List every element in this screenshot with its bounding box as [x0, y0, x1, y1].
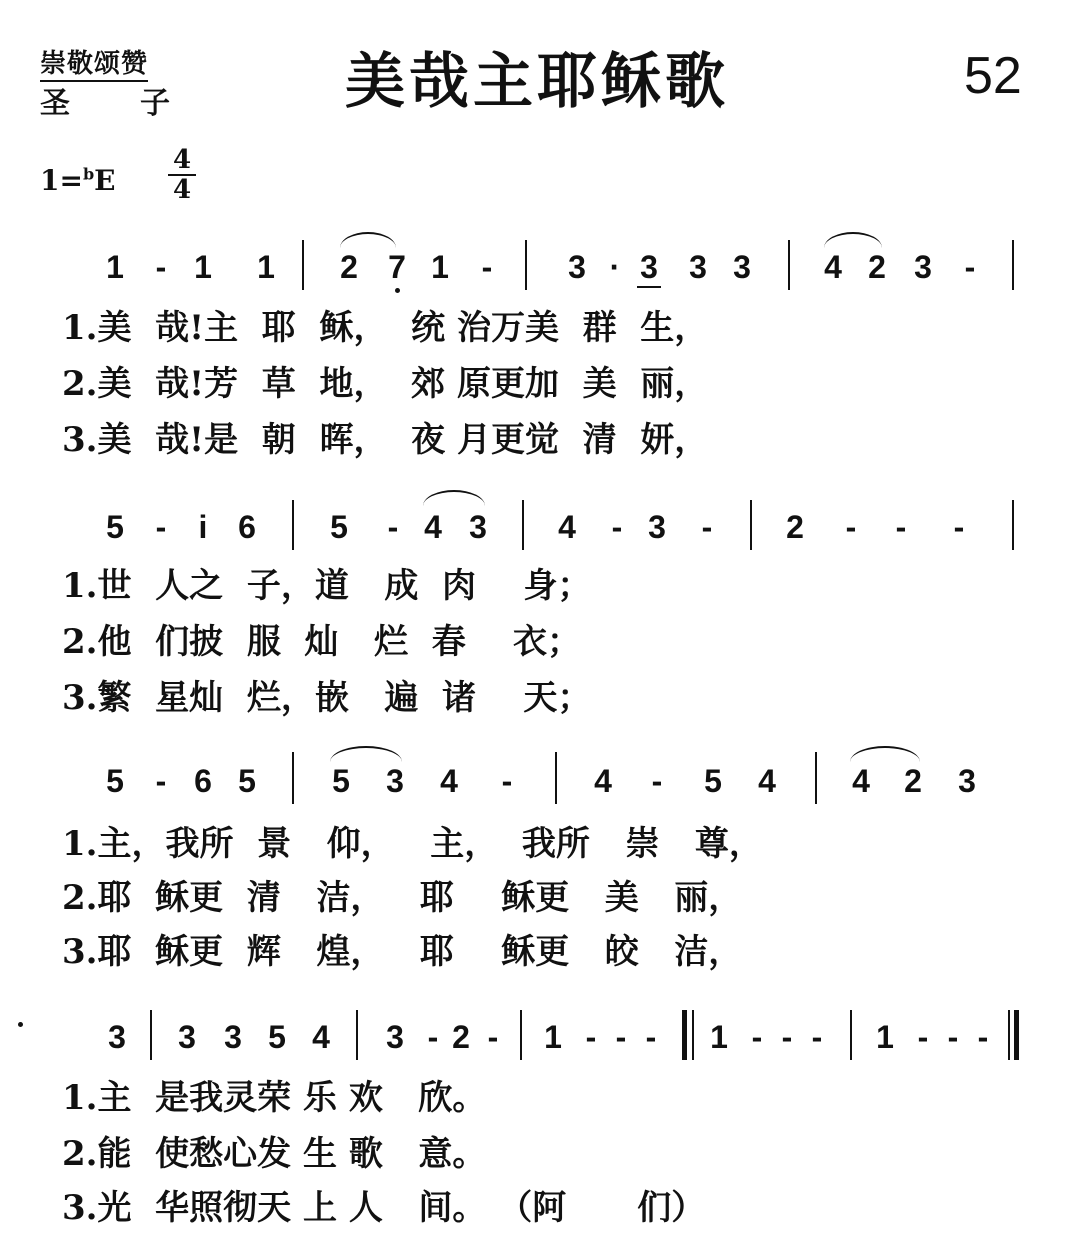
barline: [555, 752, 557, 804]
note: 2: [786, 509, 804, 545]
slur: [850, 746, 920, 762]
note: 4: [594, 763, 612, 799]
slur: [824, 232, 882, 248]
note: 4: [824, 249, 842, 285]
note: -: [481, 249, 493, 285]
note: -: [585, 1019, 597, 1055]
lyric-verse-2: 2.能 使愁心发 生 歌 意。: [62, 1134, 487, 1174]
lyric-verse-1: 1.美 哉!主 耶 稣， 统 治万美 群 生，: [62, 308, 709, 348]
underline: [637, 286, 661, 288]
barline: [522, 500, 524, 550]
barline: [788, 240, 790, 290]
note: 2: [452, 1019, 470, 1055]
time-denominator: 4: [172, 175, 192, 205]
double-barline: [682, 1010, 687, 1060]
barline: [356, 1010, 358, 1060]
note: i: [198, 509, 208, 545]
note: 3: [108, 1019, 126, 1055]
note: -: [845, 509, 857, 545]
note: 7: [388, 249, 406, 285]
note: 1: [431, 249, 449, 285]
note: -: [427, 1019, 439, 1055]
slur: [423, 490, 485, 506]
note: -: [811, 1019, 823, 1055]
note: -: [487, 1019, 499, 1055]
lyric-verse-3: 3.耶 稣更 辉 煌， 耶 稣更 皎 洁，: [62, 932, 743, 972]
note: 1: [544, 1019, 562, 1055]
note: -: [964, 249, 976, 285]
note: 4: [852, 763, 870, 799]
barline: [302, 240, 304, 290]
double-barline: [692, 1010, 694, 1060]
key-signature: 1=$^b$E: [40, 164, 116, 197]
note: -: [611, 509, 623, 545]
note: 4: [758, 763, 776, 799]
lyric-verse-2: 2.美 哉!芳 草 地， 郊 原更加 美 丽，: [62, 364, 709, 404]
note: -: [651, 763, 663, 799]
barline: [815, 752, 817, 804]
stray-mark: [18, 1022, 23, 1027]
note: 1: [106, 249, 124, 285]
composer: 圣子: [40, 86, 240, 121]
barline: [850, 1010, 852, 1060]
note: 6: [238, 509, 256, 545]
note: 3: [689, 249, 707, 285]
barline: [750, 500, 752, 550]
note: 1: [257, 249, 275, 285]
note: 5: [268, 1019, 286, 1055]
note: 6: [194, 763, 212, 799]
lyric-verse-3: 3.光 华照彻天 上 人 间。 （阿 们）: [62, 1188, 706, 1228]
note: -: [917, 1019, 929, 1055]
note: 1: [710, 1019, 728, 1055]
note: -: [977, 1019, 989, 1055]
note: -: [155, 249, 167, 285]
lyric-verse-1: 1.主，我所 景 仰， 主， 我所 崇 尊，: [62, 824, 763, 864]
barline: [525, 240, 527, 290]
hymn-title: 美哉主耶稣歌: [345, 47, 729, 117]
note: 3: [386, 1019, 404, 1055]
note: -: [895, 509, 907, 545]
note: 3: [733, 249, 751, 285]
barline: [520, 1010, 522, 1060]
note: 3: [224, 1019, 242, 1055]
note: -: [387, 509, 399, 545]
lyric-verse-3: 3.繁 星灿 烂，嵌 遍 诸 天；: [62, 678, 592, 718]
note: -: [155, 509, 167, 545]
time-signature: [168, 146, 196, 204]
note: -: [501, 763, 513, 799]
note: 3: [568, 249, 586, 285]
note: 4: [312, 1019, 330, 1055]
note: 3: [914, 249, 932, 285]
time-numerator: 4: [168, 146, 196, 176]
lyric-verse-3: 3.美 哉!是 朝 晖， 夜 月更觉 清 妍，: [62, 420, 709, 460]
lyric-verse-2: 2.耶 稣更 清 洁， 耶 稣更 美 丽，: [62, 878, 743, 918]
lyric-verse-2: 2.他 们披 服 灿 烂 春 衣；: [62, 622, 582, 662]
note: -: [781, 1019, 793, 1055]
note: 3: [386, 763, 404, 799]
note: 1: [194, 249, 212, 285]
note: 3: [469, 509, 487, 545]
note: 5: [106, 509, 124, 545]
note: 4: [424, 509, 442, 545]
note: -: [953, 509, 965, 545]
barline: [292, 752, 294, 804]
barline: [1012, 240, 1014, 290]
lyric-verse-1: 1.世 人之 子，道 成 肉 身；: [62, 566, 592, 606]
note: -: [947, 1019, 959, 1055]
note: 3: [958, 763, 976, 799]
note: -: [751, 1019, 763, 1055]
hymn-number: 52: [964, 47, 1022, 105]
note: 4: [440, 763, 458, 799]
note: 5: [704, 763, 722, 799]
note: -: [645, 1019, 657, 1055]
hymn-category: 崇敬颂赞: [40, 48, 148, 82]
note: 2: [904, 763, 922, 799]
note: 3: [648, 509, 666, 545]
barline: [150, 1010, 152, 1060]
note: -: [701, 509, 713, 545]
note: -: [155, 763, 167, 799]
final-barline: [1014, 1010, 1019, 1060]
final-barline: [1008, 1010, 1010, 1060]
note: 3: [640, 249, 658, 285]
note: 5: [106, 763, 124, 799]
note: 3: [178, 1019, 196, 1055]
barline: [1012, 500, 1014, 550]
note: 2: [340, 249, 358, 285]
lower-octave-dot: [395, 288, 400, 293]
note: 5: [330, 509, 348, 545]
dot-extension: ·: [609, 249, 621, 285]
note: 4: [558, 509, 576, 545]
slur: [340, 232, 396, 248]
note: 1: [876, 1019, 894, 1055]
lyric-verse-1: 1.主 是我灵荣 乐 欢 欣。: [62, 1078, 487, 1118]
note: 2: [868, 249, 886, 285]
slur: [330, 746, 402, 762]
note: 5: [238, 763, 256, 799]
note: -: [615, 1019, 627, 1055]
barline: [292, 500, 294, 550]
note: 5: [332, 763, 350, 799]
